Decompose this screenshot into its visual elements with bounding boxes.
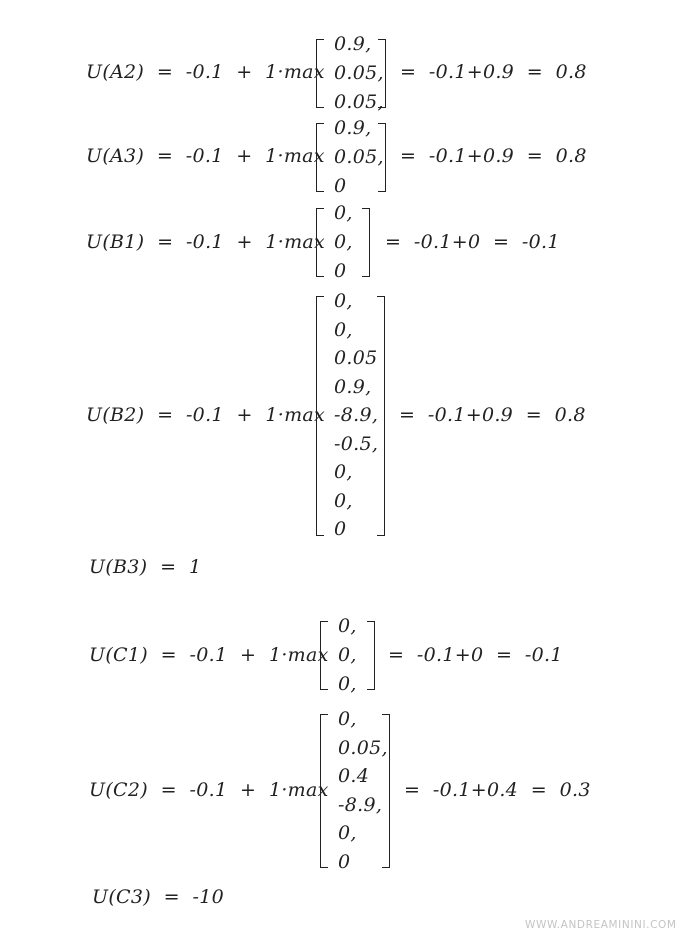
- matrix-value: 0,: [334, 231, 353, 253]
- matrix-value: 0: [334, 518, 347, 540]
- matrix-value: 0.9,: [334, 117, 372, 139]
- equation-rhs-ub1: = -0.1+0 = -0.1: [385, 231, 560, 253]
- right-bracket-uc1: [367, 621, 375, 690]
- matrix-value: -0.5,: [334, 432, 379, 455]
- equation-lhs-ub2: U(B2) = -0.1 + 1·max: [86, 404, 326, 426]
- equation-lhs-ub3: U(B3) = 1: [89, 556, 202, 578]
- equation-lhs-ua3: U(A3) = -0.1 + 1·max: [86, 145, 325, 167]
- matrix-value: 0.05,: [334, 146, 384, 168]
- equation-rhs-ub2: = -0.1+0.9 = 0.8: [399, 404, 586, 426]
- right-bracket-ub1: [362, 208, 370, 277]
- left-bracket-ua3: [316, 123, 324, 192]
- equation-lhs-uc2: U(C2) = -0.1 + 1·max: [89, 779, 329, 801]
- equation-rhs-ua2: = -0.1+0.9 = 0.8: [400, 61, 587, 83]
- matrix-value: 0: [334, 175, 347, 197]
- matrix-value: 0,: [338, 673, 357, 695]
- equation-rhs-uc2: = -0.1+0.4 = 0.3: [404, 779, 591, 801]
- equation-lhs-uc1: U(C1) = -0.1 + 1·max: [89, 644, 329, 666]
- left-bracket-ub2: [316, 296, 324, 536]
- matrix-value: 0,: [334, 461, 353, 483]
- left-bracket-ub1: [316, 208, 324, 277]
- matrix-value: 0.9,: [334, 33, 372, 55]
- left-bracket-uc1: [320, 621, 328, 690]
- equation-rhs-ua3: = -0.1+0.9 = 0.8: [400, 145, 587, 167]
- left-bracket-uc2: [320, 714, 328, 868]
- matrix-value: 0,: [338, 822, 357, 844]
- matrix-value: 0.05,: [334, 91, 384, 113]
- matrix-value: 0,: [334, 290, 353, 312]
- equation-lhs-uc3: U(C3) = -10: [92, 886, 225, 908]
- matrix-value: -8.9,: [338, 793, 383, 816]
- matrix-value: 0,: [334, 318, 353, 341]
- right-bracket-ua2: [378, 39, 386, 108]
- watermark: WWW.ANDREAMININI.COM: [525, 919, 677, 931]
- matrix-value: 0,: [338, 644, 357, 666]
- right-bracket-ua3: [378, 123, 386, 192]
- equation-lhs-ua2: U(A2) = -0.1 + 1·max: [86, 61, 325, 83]
- matrix-value: 0.05,: [334, 62, 384, 84]
- matrix-value: -8.9,: [334, 404, 379, 426]
- right-bracket-ub2: [377, 296, 385, 536]
- matrix-value: 0,: [338, 615, 357, 637]
- right-bracket-uc2: [382, 714, 390, 868]
- equation-rhs-uc1: = -0.1+0 = -0.1: [388, 644, 563, 666]
- left-bracket-ua2: [316, 39, 324, 108]
- matrix-value: 0: [338, 850, 351, 873]
- matrix-value: 0,: [334, 202, 353, 224]
- matrix-value: 0.4: [338, 765, 370, 787]
- matrix-value: 0.05: [334, 347, 378, 369]
- matrix-value: 0,: [334, 489, 353, 512]
- equation-lhs-ub1: U(B1) = -0.1 + 1·max: [86, 231, 326, 253]
- matrix-value: 0,: [338, 708, 357, 730]
- matrix-value: 0.9,: [334, 375, 372, 398]
- matrix-value: 0: [334, 260, 347, 282]
- matrix-value: 0.05,: [338, 736, 388, 759]
